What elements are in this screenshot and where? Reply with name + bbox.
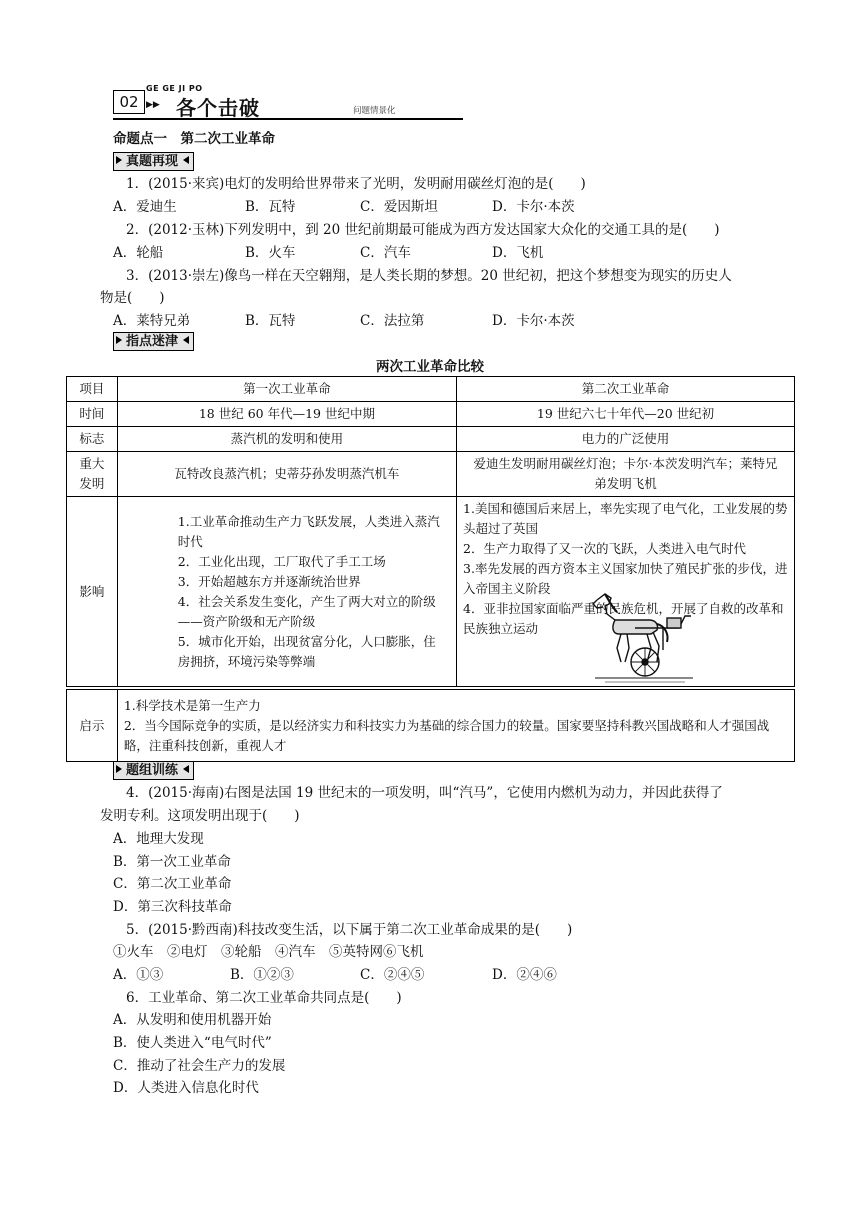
double-arrow-icon: ▶▶ (146, 100, 160, 110)
question-2-stem: 2．(2012·玉林)下列发明中，到 20 世纪前期最可能成为西方发达国家大众化的交通工具的是( ) (126, 222, 720, 238)
list-item: 3．开始超越东方并逐渐统治世界 (177, 573, 361, 589)
table-cell: 18 世纪 60 年代—19 世纪中期 (117, 402, 456, 427)
question-4-stem: 4．(2015·海南)右图是法国 19 世纪末的一项发明，叫“汽马”，它使用内燃机为动力，并因此获得了 (126, 785, 723, 801)
question-1-option-b: B．瓦特 (245, 199, 296, 215)
table-cell (117, 497, 456, 687)
table-row (67, 402, 795, 427)
table-cell (67, 452, 118, 497)
question-5-stem: 5．(2015·黔西南)科技改变生活，以下属于第二次工业革命成果的是( ) (126, 922, 573, 938)
header-pinyin: GE GE JI PO (146, 84, 203, 93)
question-4-option-c: C．第二次工业革命 (113, 876, 232, 892)
triangle-right-icon (116, 156, 122, 164)
section-tag-label: 真题再现 (126, 154, 179, 169)
question-2-option-c: C．汽车 (360, 245, 411, 261)
table-cell: 时间 (67, 402, 118, 427)
question-1-option-c: C．爱因斯坦 (360, 199, 438, 215)
table-cell: 爱迪生发明耐用碳丝灯泡；卡尔·本茨发明汽车；莱特兄弟发明飞机 (457, 452, 795, 497)
question-5-option-b: B．①②③ (230, 967, 294, 983)
list-item: 3.率先发展的西方资本主义国家加快了殖民扩张的步伐，进入帝国主义阶段 (463, 561, 788, 596)
question-1-option-d: D．卡尔·本茨 (492, 199, 575, 215)
list-item: 1.科学技术是第一生产力 (123, 697, 261, 713)
steam-horse-illustration (575, 590, 700, 690)
list-item: 1.工业革命推动生产力飞跃发展，人类进入蒸汽时代 (177, 513, 440, 549)
list-item: 4．亚非拉国家面临严重的民族危机，开展了自救的改革和民族独立运动 (463, 601, 784, 636)
list-item: 2．工业化出现，工厂取代了手工工场 (177, 553, 386, 569)
table-header-cell: 项目 (67, 377, 118, 402)
table-row (67, 690, 795, 762)
question-3-option-c: C．法拉第 (360, 313, 425, 329)
row-label-line: 重大 (79, 456, 105, 471)
table-cell (117, 690, 794, 762)
triangle-right-icon (116, 765, 122, 773)
list-item: 2．生产力取得了又一次的飞跃，人类进入电气时代 (463, 541, 746, 556)
question-1-option-a: A．爱迪生 (113, 199, 177, 215)
question-5-option-a: A．①③ (113, 967, 164, 983)
header-subtitle: 问题情景化 (353, 106, 396, 116)
question-6-stem: 6．工业革命、第二次工业革命共同点是( ) (126, 990, 402, 1006)
question-5-option-c: C．②④⑤ (360, 967, 425, 983)
table-cell: 启示 (67, 690, 118, 762)
list-item: 2．当今国际竞争的实质，是以经济实力和科技实力为基础的综合国力的较量。国家要坚持科教兴国战略和人才强国战略，注重科技创新，重视人才 (123, 717, 770, 753)
question-3-stem-cont: 物是( ) (100, 290, 165, 306)
question-3-option-a: A．莱特兄弟 (113, 313, 191, 329)
triangle-left-icon (183, 156, 189, 164)
header-rule (113, 118, 463, 120)
question-6-option-a: A．从发明和使用机器开始 (113, 1012, 272, 1028)
question-6-option-b: B．使人类进入“电气时代” (113, 1035, 272, 1051)
table-cell: 蒸汽机的发明和使用 (117, 427, 456, 452)
section-tag-real (113, 152, 194, 171)
header-number-badge: 02 (113, 90, 145, 114)
table-cell: 影响 (67, 497, 118, 687)
question-3-option-b: B．瓦特 (245, 313, 296, 329)
section-tag-label: 题组训练 (126, 763, 179, 778)
table-row (67, 377, 795, 402)
table-cell: 电力的广泛使用 (457, 427, 795, 452)
section-tag-guide (113, 332, 194, 351)
table-cell: 19 世纪六七十年代—20 世纪初 (457, 402, 795, 427)
list-item: 5．城市化开始，出现贫富分化，人口膨胀，住房拥挤，环境污染等弊端 (177, 633, 436, 669)
table-cell: 标志 (67, 427, 118, 452)
table-row (67, 452, 795, 497)
section-tag-drill (113, 761, 194, 780)
question-2-option-d: D．飞机 (492, 245, 544, 261)
section-tag-label: 指点迷津 (126, 334, 179, 349)
question-2-option-b: B．火车 (245, 245, 296, 261)
list-item: 1.美国和德国后来居上，率先实现了电气化，工业发展的势头超过了英国 (463, 501, 788, 536)
question-2-option-a: A．轮船 (113, 245, 164, 261)
triangle-left-icon (183, 336, 189, 344)
question-4-stem-cont: 发明专利。这项发明出现于( ) (100, 808, 300, 824)
question-4-option-b: B．第一次工业革命 (113, 854, 231, 870)
table-row (67, 427, 795, 452)
question-6-option-c: C．推动了社会生产力的发展 (113, 1058, 286, 1074)
question-5-option-d: D．②④⑥ (492, 967, 557, 983)
question-3-stem: 3．(2013·崇左)像鸟一样在天空翱翔，是人类长期的梦想。20 世纪初，把这个梦想变为现实的历史人 (126, 268, 732, 284)
table-header-cell: 第二次工业革命 (457, 377, 795, 402)
row-label-line: 发明 (79, 476, 105, 491)
question-4-option-d: D．第三次科技革命 (113, 899, 232, 915)
question-5-items: ①火车 ②电灯 ③轮船 ④汽车 ⑤英特网⑥飞机 (113, 944, 424, 960)
triangle-left-icon (183, 765, 189, 773)
header-title: 各个击破 (176, 96, 260, 120)
topic-title: 命题点一 第二次工业革命 (113, 131, 275, 147)
question-1-stem: 1．(2015·来宾)电灯的发明给世界带来了光明，发明耐用碳丝灯泡的是( ) (126, 176, 586, 192)
question-3-option-d: D．卡尔·本茨 (492, 313, 575, 329)
table-caption: 两次工业革命比较 (376, 359, 484, 375)
triangle-right-icon (116, 336, 122, 344)
table-header-cell: 第一次工业革命 (117, 377, 456, 402)
enlightenment-table (66, 689, 795, 762)
table-cell: 瓦特改良蒸汽机；史蒂芬孙发明蒸汽机车 (117, 452, 456, 497)
list-item: 4．社会关系发生变化，产生了两大对立的阶级——资产阶级和无产阶级 (177, 593, 436, 629)
question-4-option-a: A．地理大发现 (113, 831, 204, 847)
question-6-option-d: D．人类进入信息化时代 (113, 1080, 259, 1096)
